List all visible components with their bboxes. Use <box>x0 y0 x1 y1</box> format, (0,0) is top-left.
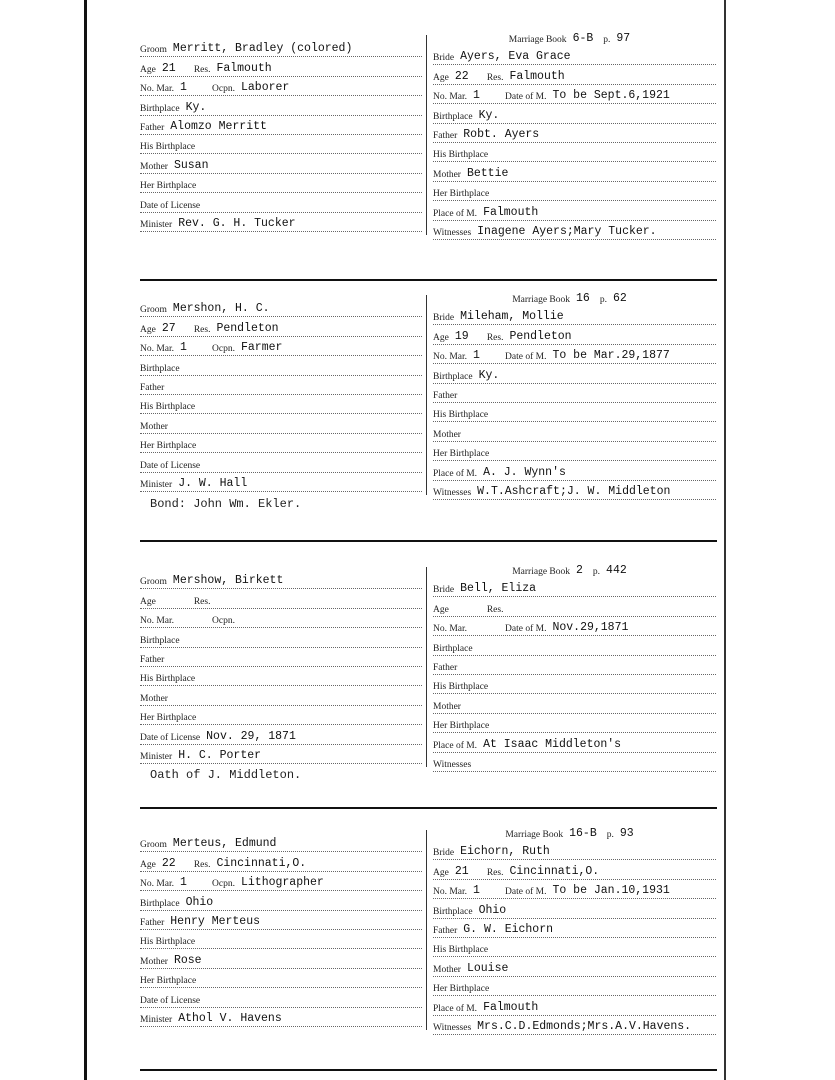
res-label: Res. <box>193 859 211 870</box>
age-label: Age <box>140 596 156 607</box>
mother-label: Mother <box>140 161 168 172</box>
mother-label: Mother <box>140 956 168 967</box>
res-value: Falmouth <box>216 61 272 75</box>
groom-column <box>140 38 422 232</box>
no-mar-value: 1 <box>180 341 187 355</box>
no-mar-label: No. Mar. <box>433 624 468 635</box>
page-value: 97 <box>616 32 631 45</box>
ocpn-label: Ocpn. <box>212 344 235 355</box>
date-of-license-label: Date of License <box>140 995 201 1006</box>
groom-field-row-age <box>140 57 422 76</box>
witnesses-value: Mrs.C.D.Edmonds;Mrs.A.V.Havens. <box>477 1019 692 1033</box>
column-divider <box>426 830 427 1030</box>
age-label: Age <box>433 72 449 83</box>
groom-field-row-mother <box>140 949 422 968</box>
date-of-license-label: Date of License <box>140 460 201 471</box>
record-separator <box>140 279 717 281</box>
name-value: Merteus, Edmund <box>172 837 277 851</box>
marriage-book-label: Marriage Book <box>508 35 567 45</box>
groom-field-row-date-of-license <box>140 193 422 212</box>
bride-field-row-witnesses <box>433 1016 716 1035</box>
res-label: Res. <box>486 604 504 615</box>
place-of-m-value: At Isaac Middleton's <box>483 737 622 751</box>
mother-value: Susan <box>173 158 209 172</box>
mother-label: Mother <box>140 421 168 432</box>
bride-field-row-place-of-m <box>433 461 716 480</box>
name-value: Mershow, Birkett <box>172 574 284 588</box>
bride-column <box>433 562 716 772</box>
her-birthplace-label: Her Birthplace <box>140 441 197 452</box>
bride-field-row-mother <box>433 422 716 441</box>
bride-field-row-place-of-m <box>433 201 716 220</box>
bride-field-row-his-birthplace <box>433 143 716 162</box>
bride-field-row-witnesses <box>433 221 716 240</box>
father-label: Father <box>140 122 165 133</box>
groom-field-row-groom <box>140 570 422 589</box>
groom-field-row-age <box>140 589 422 608</box>
no-mar-value <box>473 634 495 635</box>
bride-field-row-no-mar <box>433 85 716 104</box>
marriage-book-label: Marriage Book <box>512 295 571 305</box>
mother-label: Mother <box>140 693 168 704</box>
marriage-book-label: Marriage Book <box>512 567 571 577</box>
no-mar-label: No. Mar. <box>140 616 175 627</box>
witnesses-label: Witnesses <box>433 759 472 770</box>
father-label: Father <box>433 390 458 401</box>
bride-field-row-witnesses <box>433 753 716 772</box>
page-label: p. <box>599 295 607 305</box>
her-birthplace-label: Her Birthplace <box>433 449 490 460</box>
bride-field-row-no-mar <box>433 617 716 636</box>
her-birthplace-label: Her Birthplace <box>433 721 490 732</box>
minister-value: Athol V. Havens <box>178 1011 282 1025</box>
no-mar-value: 1 <box>473 884 480 898</box>
ocpn-value: Lithographer <box>241 876 324 890</box>
father-label: Father <box>140 382 165 393</box>
ocpn-label: Ocpn. <box>212 84 235 95</box>
bride-field-row-father <box>433 919 716 938</box>
groom-field-row-mother <box>140 414 422 433</box>
no-mar-label: No. Mar. <box>433 887 468 898</box>
groom-field-row-age <box>140 852 422 871</box>
bride-field-row-no-mar <box>433 880 716 899</box>
father-label: Father <box>140 654 165 665</box>
ocpn-label: Ocpn. <box>212 879 235 890</box>
groom-field-row-no-mar <box>140 337 422 356</box>
no-mar-value: 1 <box>180 876 187 890</box>
groom-field-row-minister <box>140 473 422 492</box>
groom-field-row-her-birthplace <box>140 174 422 193</box>
bride-field-row-place-of-m <box>433 996 716 1015</box>
witnesses-label: Witnesses <box>433 1022 472 1033</box>
her-birthplace-label: Her Birthplace <box>140 713 197 724</box>
no-mar-label: No. Mar. <box>433 352 468 363</box>
name-value: Mershon, H. C. <box>172 302 270 316</box>
res-label: Res. <box>193 596 211 607</box>
no-mar-label: No. Mar. <box>140 84 175 95</box>
marriage-book-value: 16-B <box>569 827 597 840</box>
res-label: Res. <box>193 64 211 75</box>
groom-field-row-age <box>140 317 422 336</box>
bride-column <box>433 30 716 240</box>
birthplace-label: Birthplace <box>433 906 473 917</box>
ocpn-value: Farmer <box>241 341 283 355</box>
father-value: Robt. Ayers <box>463 127 540 141</box>
res-label: Res. <box>486 72 504 83</box>
birthplace-value: Ohio <box>185 895 214 909</box>
bride-field-row-his-birthplace <box>433 403 716 422</box>
date-of-license-label: Date of License <box>140 200 201 211</box>
page-right-edge <box>724 0 726 1080</box>
bride-field-row-birthplace <box>433 104 716 123</box>
bride-field-row-father <box>433 384 716 403</box>
age-label: Age <box>140 324 156 335</box>
mother-label: Mother <box>433 429 461 440</box>
groom-field-row-her-birthplace <box>140 706 422 725</box>
groom-field-row-birthplace <box>140 628 422 647</box>
res-value: Cincinnati,O. <box>509 864 600 878</box>
bride-field-row-age <box>433 860 716 879</box>
groom-field-row-birthplace <box>140 891 422 910</box>
column-divider <box>426 35 427 235</box>
groom-field-row-minister <box>140 745 422 764</box>
his-birthplace-label: His Birthplace <box>140 674 196 685</box>
res-label: Res. <box>193 324 211 335</box>
groom-field-row-father <box>140 648 422 667</box>
res-value: Falmouth <box>509 69 565 83</box>
no-mar-label: No. Mar. <box>433 92 468 103</box>
no-mar-label: No. Mar. <box>140 344 175 355</box>
name-value: Eichorn, Ruth <box>460 845 550 859</box>
age-value: 27 <box>161 321 176 335</box>
marriage-book-value: 2 <box>576 564 583 577</box>
page-value: 62 <box>612 292 627 305</box>
age-label: Age <box>140 859 156 870</box>
no-mar-value: 1 <box>473 349 480 363</box>
bride-column <box>433 290 716 500</box>
name-value: Bell, Eliza <box>460 582 537 596</box>
bride-field-row-place-of-m <box>433 733 716 752</box>
marriage-book-reference <box>433 562 716 578</box>
name-value: Ayers, Eva Grace <box>460 50 571 64</box>
record-separator <box>140 540 717 542</box>
bride-field-row-birthplace <box>433 899 716 918</box>
groom-field-row-date-of-license <box>140 453 422 472</box>
place-of-m-label: Place of M. <box>433 208 478 219</box>
father-label: Father <box>140 917 165 928</box>
bride-field-row-no-mar <box>433 345 716 364</box>
groom-field-row-her-birthplace <box>140 969 422 988</box>
father-label: Father <box>433 130 458 141</box>
page-label: p. <box>606 830 614 840</box>
bride-field-row-his-birthplace <box>433 938 716 957</box>
birthplace-label: Birthplace <box>140 898 180 909</box>
groom-field-row-his-birthplace <box>140 395 422 414</box>
bride-field-row-her-birthplace <box>433 977 716 996</box>
ocpn-value: Laborer <box>241 81 290 95</box>
res-value: Pendleton <box>509 329 572 343</box>
page-left-edge <box>84 0 87 1080</box>
groom-field-row-minister <box>140 213 422 232</box>
father-label: Father <box>433 925 458 936</box>
age-value: 21 <box>454 864 469 878</box>
page-value: 93 <box>619 827 634 840</box>
minister-label: Minister <box>140 1014 173 1025</box>
no-mar-label: No. Mar. <box>140 879 175 890</box>
mother-value: Rose <box>173 953 202 967</box>
place-of-m-label: Place of M. <box>433 740 478 751</box>
bride-field-row-birthplace <box>433 364 716 383</box>
bride-field-row-father <box>433 656 716 675</box>
birthplace-label: Birthplace <box>140 363 180 374</box>
mother-label: Mother <box>433 169 461 180</box>
groom-label: Groom <box>140 577 167 588</box>
bride-field-row-age <box>433 65 716 84</box>
her-birthplace-label: Her Birthplace <box>140 181 197 192</box>
bride-field-row-his-birthplace <box>433 675 716 694</box>
date-of-m-value: To be Mar.29,1877 <box>552 349 670 363</box>
groom-field-row-minister <box>140 1008 422 1027</box>
name-value: Mileham, Mollie <box>460 310 564 324</box>
marriage-book-label: Marriage Book <box>505 830 564 840</box>
groom-label: Groom <box>140 840 167 851</box>
bride-field-row-mother <box>433 162 716 181</box>
date-of-m-label: Date of M. <box>505 92 547 103</box>
date-of-m-value: To be Sept.6,1921 <box>552 89 670 103</box>
groom-column <box>140 833 422 1027</box>
page-label: p. <box>592 567 601 577</box>
groom-field-row-no-mar <box>140 872 422 891</box>
groom-field-row-no-mar <box>140 77 422 96</box>
minister-value: H. C. Porter <box>178 748 262 762</box>
place-of-m-label: Place of M. <box>433 1003 478 1014</box>
date-of-license-label: Date of License <box>140 732 201 743</box>
his-birthplace-label: His Birthplace <box>433 150 489 161</box>
birthplace-label: Birthplace <box>433 643 473 654</box>
no-mar-value: 1 <box>180 81 187 95</box>
birthplace-value: Ky. <box>185 100 207 114</box>
bride-field-row-mother <box>433 957 716 976</box>
groom-label: Groom <box>140 45 167 56</box>
groom-field-row-no-mar <box>140 609 422 628</box>
res-label: Res. <box>486 867 504 878</box>
record-separator <box>140 807 717 809</box>
no-mar-value: 1 <box>473 89 480 103</box>
bride-label: Bride <box>433 313 455 324</box>
name-value: Merritt, Bradley (colored) <box>172 42 353 56</box>
minister-label: Minister <box>140 219 173 230</box>
age-value <box>162 607 184 608</box>
marriage-book-value: 6-B <box>572 32 594 45</box>
age-value: 22 <box>454 69 469 83</box>
marriage-book-value: 16 <box>576 292 590 305</box>
bride-field-row-birthplace <box>433 636 716 655</box>
birthplace-label: Birthplace <box>433 111 473 122</box>
groom-field-row-groom <box>140 833 422 852</box>
father-label: Father <box>433 662 458 673</box>
ocpn-label: Ocpn. <box>212 616 235 627</box>
bride-field-row-age <box>433 597 716 616</box>
groom-field-row-father <box>140 911 422 930</box>
his-birthplace-label: His Birthplace <box>433 410 489 421</box>
age-value <box>455 615 477 616</box>
bride-field-row-her-birthplace <box>433 714 716 733</box>
record-note: Oath of J. Middleton. <box>150 768 302 782</box>
res-value: Cincinnati,O. <box>216 856 307 870</box>
age-value: 19 <box>454 329 469 343</box>
groom-field-row-his-birthplace <box>140 135 422 154</box>
his-birthplace-label: His Birthplace <box>433 945 489 956</box>
birthplace-value: Ky. <box>478 368 500 382</box>
groom-field-row-father <box>140 116 422 135</box>
witnesses-value: W.T.Ashcraft;J. W. Middleton <box>477 484 671 498</box>
bride-field-row-witnesses <box>433 481 716 500</box>
groom-column <box>140 570 422 764</box>
witnesses-label: Witnesses <box>433 487 472 498</box>
bride-field-row-bride <box>433 841 716 860</box>
res-value: Pendleton <box>216 321 279 335</box>
age-value: 22 <box>161 856 176 870</box>
age-label: Age <box>433 604 449 615</box>
minister-value: J. W. Hall <box>178 476 248 490</box>
her-birthplace-label: Her Birthplace <box>433 984 490 995</box>
groom-field-row-groom <box>140 298 422 317</box>
her-birthplace-label: Her Birthplace <box>433 189 490 200</box>
res-label: Res. <box>486 332 504 343</box>
bride-field-row-mother <box>433 694 716 713</box>
mother-value: Louise <box>466 961 509 975</box>
place-of-m-value: A. J. Wynn's <box>483 465 566 479</box>
record-note: Bond: John Wm. Ekler. <box>150 497 302 511</box>
his-birthplace-label: His Birthplace <box>140 937 196 948</box>
groom-field-row-mother <box>140 686 422 705</box>
groom-field-row-birthplace <box>140 356 422 375</box>
his-birthplace-label: His Birthplace <box>140 142 196 153</box>
mother-value: Bettie <box>466 166 509 180</box>
page-value: 442 <box>606 564 627 577</box>
her-birthplace-label: Her Birthplace <box>140 976 197 987</box>
bride-label: Bride <box>433 585 455 596</box>
marriage-book-reference <box>433 30 716 46</box>
marriage-book-reference <box>433 825 716 841</box>
groom-field-row-date-of-license <box>140 725 422 744</box>
minister-value: Rev. G. H. Tucker <box>178 216 296 230</box>
column-divider <box>426 567 427 767</box>
groom-field-row-her-birthplace <box>140 434 422 453</box>
place-of-m-value: Falmouth <box>483 205 539 219</box>
groom-field-row-his-birthplace <box>140 667 422 686</box>
age-value: 21 <box>161 61 176 75</box>
bride-field-row-bride <box>433 306 716 325</box>
birthplace-value: Ohio <box>478 903 507 917</box>
column-divider <box>426 295 427 495</box>
bride-field-row-bride <box>433 46 716 65</box>
his-birthplace-label: His Birthplace <box>433 682 489 693</box>
record-separator <box>140 1069 717 1071</box>
date-of-m-label: Date of M. <box>505 624 547 635</box>
date-of-m-label: Date of M. <box>505 352 547 363</box>
date-of-license-value: Nov. 29, 1871 <box>206 729 296 743</box>
father-value: Henry Merteus <box>170 914 260 928</box>
bride-field-row-father <box>433 124 716 143</box>
his-birthplace-label: His Birthplace <box>140 402 196 413</box>
birthplace-label: Birthplace <box>140 635 180 646</box>
mother-label: Mother <box>433 701 461 712</box>
groom-field-row-mother <box>140 154 422 173</box>
place-of-m-value: Falmouth <box>483 1000 539 1014</box>
bride-column <box>433 825 716 1035</box>
no-mar-value <box>180 626 202 627</box>
date-of-m-value: Nov.29,1871 <box>552 621 629 635</box>
witnesses-label: Witnesses <box>433 227 472 238</box>
groom-label: Groom <box>140 305 167 316</box>
age-label: Age <box>140 64 156 75</box>
groom-field-row-groom <box>140 38 422 57</box>
mother-label: Mother <box>433 964 461 975</box>
bride-field-row-age <box>433 325 716 344</box>
father-value: Alomzo Merritt <box>170 119 267 133</box>
bride-field-row-her-birthplace <box>433 442 716 461</box>
groom-column <box>140 298 422 492</box>
bride-label: Bride <box>433 848 455 859</box>
groom-field-row-his-birthplace <box>140 930 422 949</box>
marriage-book-reference <box>433 290 716 306</box>
age-label: Age <box>433 867 449 878</box>
date-of-m-value: To be Jan.10,1931 <box>552 884 670 898</box>
minister-label: Minister <box>140 479 173 490</box>
father-value: G. W. Eichorn <box>463 922 553 936</box>
minister-label: Minister <box>140 751 173 762</box>
age-label: Age <box>433 332 449 343</box>
birthplace-value: Ky. <box>478 108 500 122</box>
bride-field-row-bride <box>433 578 716 597</box>
bride-label: Bride <box>433 53 455 64</box>
place-of-m-label: Place of M. <box>433 468 478 479</box>
page-label: p. <box>603 35 611 45</box>
witnesses-value: Inagene Ayers;Mary Tucker. <box>477 224 657 238</box>
date-of-m-label: Date of M. <box>505 887 547 898</box>
groom-field-row-birthplace <box>140 96 422 115</box>
groom-field-row-date-of-license <box>140 988 422 1007</box>
birthplace-label: Birthplace <box>140 103 180 114</box>
groom-field-row-father <box>140 376 422 395</box>
bride-field-row-her-birthplace <box>433 182 716 201</box>
birthplace-label: Birthplace <box>433 371 473 382</box>
